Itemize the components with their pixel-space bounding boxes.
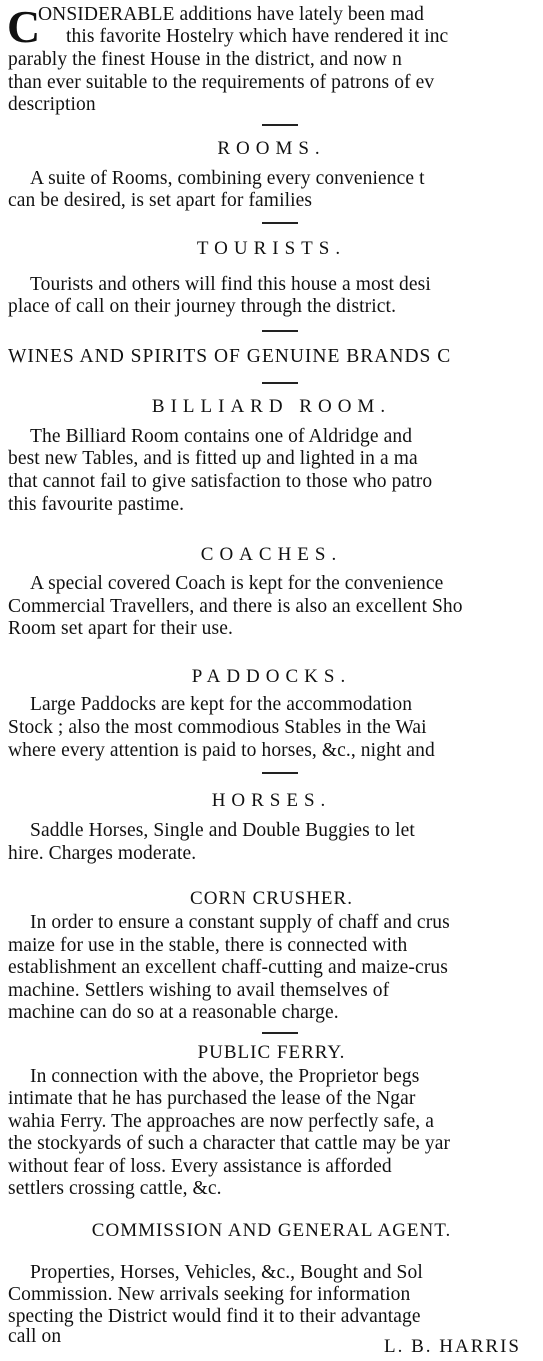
section-divider xyxy=(262,124,298,126)
signature: L. B. HARRIS xyxy=(384,1336,521,1357)
body-line: without fear of loss. Every assistance is afforded xyxy=(8,1156,392,1177)
body-line: best new Tables, and is fitted up and lighted in a ma xyxy=(8,448,418,469)
body-line: A suite of Rooms, combining every convenience t xyxy=(30,168,425,189)
body-line: establishment an excellent chaff-cutting and maize-crus xyxy=(8,957,448,978)
intro-line: description xyxy=(8,94,96,115)
body-line: settlers crossing cattle, &c. xyxy=(8,1178,222,1199)
body-line: In order to ensure a constant supply of chaff and crus xyxy=(30,912,450,933)
heading-rooms: ROOMS. xyxy=(217,138,326,159)
body-line: The Billiard Room contains one of Aldridge and xyxy=(30,426,413,447)
body-line: In connection with the above, the Proprietor begs xyxy=(30,1066,420,1087)
body-line: where every attention is paid to horses, &c., night and xyxy=(8,740,435,761)
intro-line: parably the finest House in the district, and now n xyxy=(8,49,402,70)
body-line: Tourists and others will find this house a most desi xyxy=(30,274,431,295)
section-divider xyxy=(262,330,298,332)
heading-wines-and-spirits: WINES AND SPIRITS OF GENUINE BRANDS C xyxy=(8,346,452,367)
body-line: Room set apart for their use. xyxy=(8,618,233,639)
drop-cap: C xyxy=(7,1,41,52)
heading-corn-crusher: CORN CRUSHER. xyxy=(190,888,353,909)
body-line: maize for use in the stable, there is connected with xyxy=(8,935,408,956)
body-line: can be desired, is set apart for families xyxy=(8,190,313,211)
body-line: Large Paddocks are kept for the accommodation xyxy=(30,694,413,715)
body-line: machine can do so at a reasonable charge. xyxy=(8,1002,339,1023)
body-line: wahia Ferry. The approaches are now perfectly safe, a xyxy=(8,1111,434,1132)
heading-paddocks: PADDOCKS. xyxy=(191,666,352,687)
section-divider xyxy=(262,1032,298,1034)
body-line: hire. Charges moderate. xyxy=(8,843,197,864)
intro-line: this favorite Hostelry which have rendered it inc xyxy=(66,26,449,47)
heading-commission-agent: COMMISSION AND GENERAL AGENT. xyxy=(91,1220,452,1241)
heading-coaches: COACHES. xyxy=(200,544,343,565)
body-line: Properties, Horses, Vehicles, &c., Bought and Sol xyxy=(30,1262,423,1283)
body-line: that cannot fail to give satisfaction to those who patro xyxy=(8,471,433,492)
body-line: Stock ; also the most commodious Stables in the Wai xyxy=(8,717,427,738)
heading-public-ferry: PUBLIC FERRY. xyxy=(197,1042,346,1063)
body-line: intimate that he has purchased the lease of the Ngar xyxy=(8,1088,416,1109)
heading-horses: HORSES. xyxy=(211,790,332,811)
intro-line: ONSIDERABLE additions have lately been mad xyxy=(38,4,424,25)
body-line: specting the District would find it to their advantage xyxy=(8,1306,421,1327)
body-line: call on xyxy=(8,1326,62,1347)
body-line: Commercial Travellers, and there is also an excellent Sho xyxy=(8,596,463,617)
heading-billiard-room: BILLIARD ROOM. xyxy=(151,396,392,417)
body-line: A special covered Coach is kept for the convenience xyxy=(30,573,444,594)
section-divider xyxy=(262,222,298,224)
body-line: place of call on their journey through the district. xyxy=(8,296,397,317)
heading-tourists: TOURISTS. xyxy=(196,238,347,259)
body-line: Saddle Horses, Single and Double Buggies to let xyxy=(30,820,415,841)
body-line: the stockyards of such a character that cattle may be yar xyxy=(8,1133,451,1154)
intro-line: than ever suitable to the requirements of patrons of ev xyxy=(8,72,435,93)
body-line: Commission. New arrivals seeking for information xyxy=(8,1284,411,1305)
section-divider xyxy=(262,772,298,774)
body-line: machine. Settlers wishing to avail themselves of xyxy=(8,980,390,1001)
section-divider xyxy=(262,382,298,384)
body-line: this favourite pastime. xyxy=(8,494,185,515)
